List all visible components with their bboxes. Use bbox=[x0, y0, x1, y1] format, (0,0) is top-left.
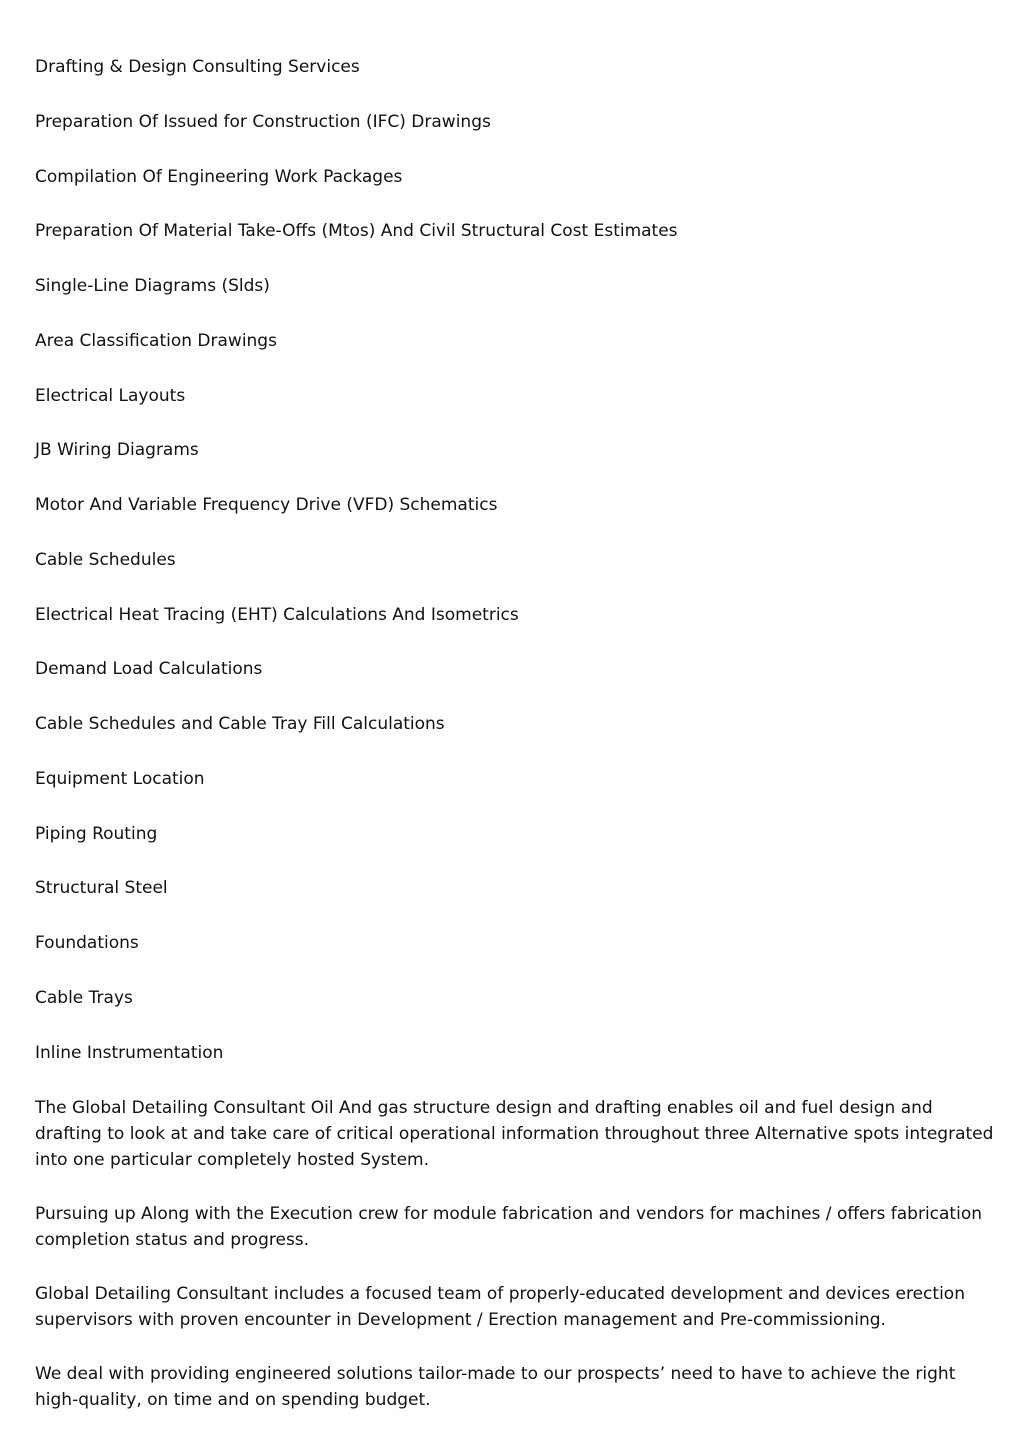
service-item-heat-tracing: Electrical Heat Tracing (EHT) Calculations And Isometrics bbox=[35, 604, 519, 625]
service-item-cable-schedules: Cable Schedules bbox=[35, 549, 176, 570]
service-item-material-take-offs: Preparation Of Material Take-Offs (Mtos) And Civil Structural Cost Estimates bbox=[35, 221, 678, 242]
service-item-cable-tray-fill: Cable Schedules and Cable Tray Fill Calculations bbox=[35, 714, 445, 734]
service-item-foundations: Foundations bbox=[35, 933, 139, 953]
service-item-area-classification: Area Classification Drawings bbox=[35, 330, 277, 351]
paragraph-solutions: We deal with providing engineered solutions tailor-made to our prospects’ need to have to achieve the right high-quality, on time and on spending budget. bbox=[35, 1364, 956, 1411]
service-item-demand-load: Demand Load Calculations bbox=[35, 659, 263, 680]
service-item-work-packages: Compilation Of Engineering Work Packages bbox=[35, 166, 403, 187]
paragraph-team: Global Detailing Consultant includes a focused team of properly-educated development and devices erection supervisors with proven encounter in Development / Erection management and Pre-commissioning. bbox=[35, 1284, 965, 1331]
paragraph-execution-crew: Pursuing up Along with the Execution crew for module fabrication and vendors for machines / offers fabrication completion status and progress. bbox=[35, 1204, 982, 1251]
service-item-drafting-design: Drafting & Design Consulting Services bbox=[35, 57, 360, 77]
service-item-piping-routing: Piping Routing bbox=[35, 823, 158, 844]
service-item-electrical-layouts: Electrical Layouts bbox=[35, 385, 186, 406]
service-item-ifc-drawings: Preparation Of Issued for Construction (IFC) Drawings bbox=[35, 111, 491, 132]
service-item-vfd-schematics: Motor And Variable Frequency Drive (VFD) Schematics bbox=[35, 495, 498, 515]
paragraph-overview: The Global Detailing Consultant Oil And gas structure design and drafting enables oil and fuel design and drafting to look at and take care of critical operational information throughout three Alternative spots integrated into one particular completely hosted System. bbox=[35, 1098, 994, 1171]
service-item-jb-wiring: JB Wiring Diagrams bbox=[35, 440, 199, 461]
service-item-cable-trays: Cable Trays bbox=[35, 987, 133, 1008]
service-item-structural-steel: Structural Steel bbox=[35, 878, 168, 899]
service-item-equipment-location: Equipment Location bbox=[35, 768, 205, 789]
service-item-inline-instrumentation: Inline Instrumentation bbox=[35, 1042, 224, 1063]
service-item-single-line-diagrams: Single-Line Diagrams (Slds) bbox=[35, 276, 270, 296]
document-body bbox=[35, 55, 995, 1413]
